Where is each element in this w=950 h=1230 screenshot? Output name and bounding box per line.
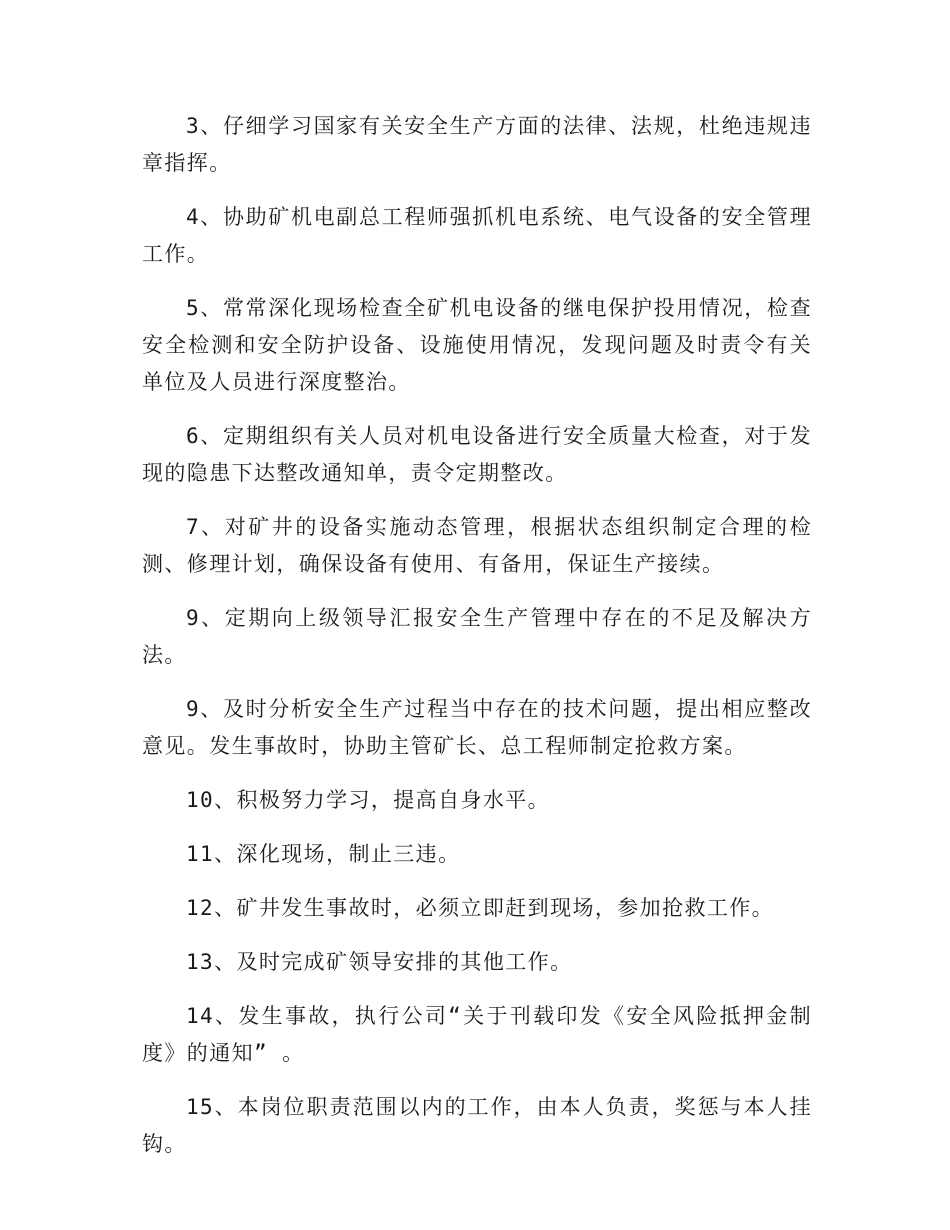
paragraph-item-4: 4、协助矿机电副总工程师强抓机电系统、电气设备的安全管理工作。 [142,205,812,266]
paragraph-item-7: 7、对矿井的设备实施动态管理，根据状态组织制定合理的检测、修理计划，确保设备有使用、有备用，保证生产接续。 [142,515,812,576]
paragraph-item-10: 10、积极努力学习，提高自身水平。 [186,788,551,812]
paragraph-item-5: 5、常常深化现场检查全矿机电设备的继电保护投用情况，检查安全检测和安全防护设备、设施使用情况，发现问题及时责令有关单位及人员进行深度整治。 [142,296,812,394]
paragraph-item-9a: 9、定期向上级领导汇报安全生产管理中存在的不足及解决方法。 [142,606,812,667]
paragraph-item-6: 6、定期组织有关人员对机电设备进行安全质量大检查，对于发现的隐患下达整改通知单，责令定期整改。 [142,424,812,485]
paragraph-item-14: 14、发生事故，执行公司“关于刊载印发《安全风险抵押金制度》的通知” 。 [142,1004,812,1065]
paragraph-item-12: 12、矿井发生事故时，必须立即赶到现场，参加抢救工作。 [186,896,775,920]
paragraph-item-11: 11、深化现场，制止三违。 [186,842,461,866]
paragraph-item-9b: 9、及时分析安全生产过程当中存在的技术问题，提出相应整改意见。发生事故时，协助主管矿长、总工程师制定抢救方案。 [142,697,812,758]
document-body [142,108,812,1180]
paragraph-item-13: 13、及时完成矿领导安排的其他工作。 [186,950,573,974]
paragraph-item-15: 15、本岗位职责范围以内的工作，由本人负责，奖惩与本人挂钩。 [142,1095,812,1156]
paragraph-item-3: 3、仔细学习国家有关安全生产方面的法律、法规，杜绝违规违章指挥。 [142,114,812,175]
